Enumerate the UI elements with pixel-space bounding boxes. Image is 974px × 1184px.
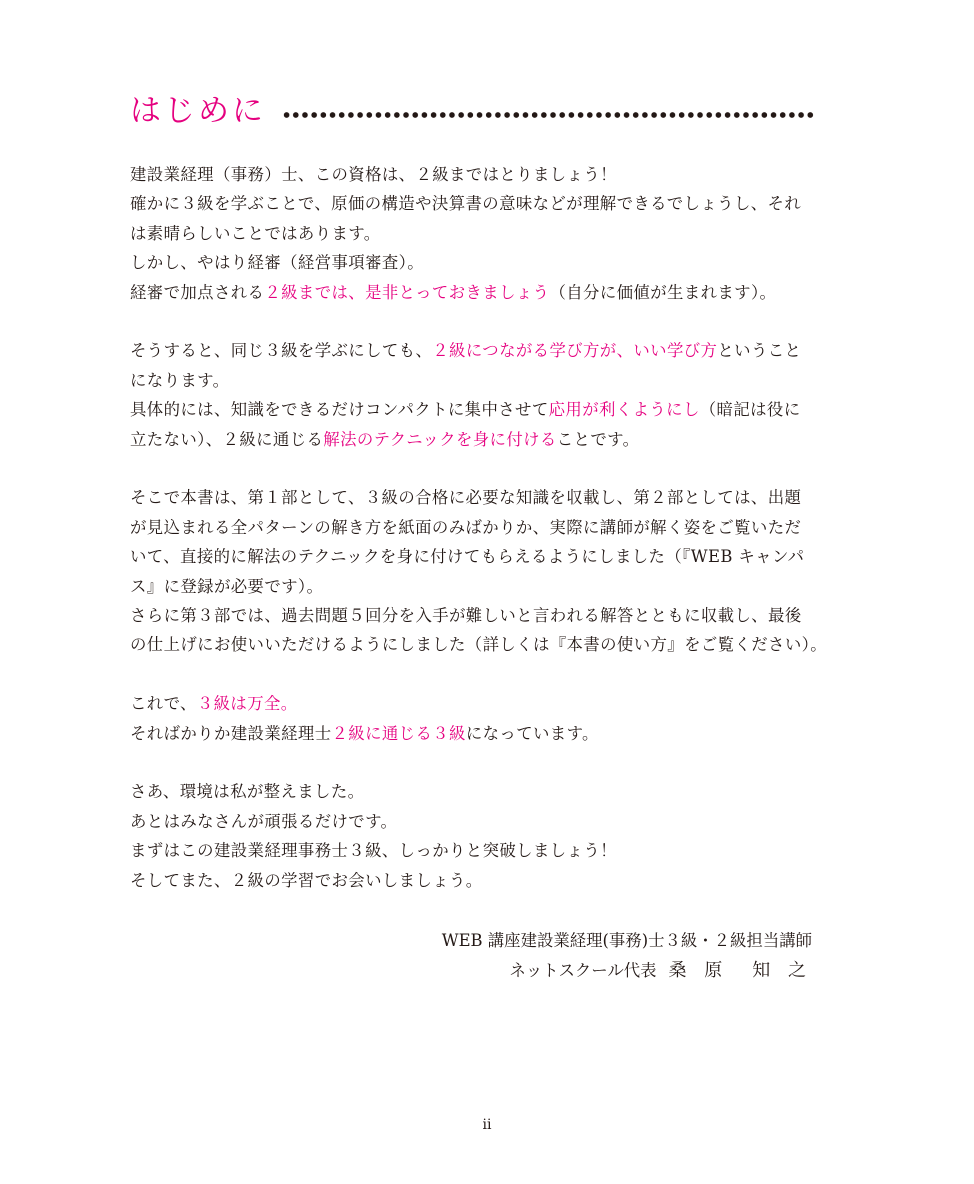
paragraph — [130, 336, 814, 454]
text-line — [130, 219, 814, 248]
text-segment: そうすると、同じ３級を学ぶにしても、 — [130, 341, 433, 361]
text-segment: あとはみなさんが頑張るだけです。 — [130, 811, 398, 831]
highlighted-text: ３級は万全。 — [196, 694, 298, 714]
text-segment: 具体的には、知識をできるだけコンパクトに集中させて — [130, 400, 549, 420]
signature-name-line — [442, 956, 812, 986]
signature-block — [442, 926, 812, 986]
heading-row — [130, 86, 814, 136]
signature-role: ネットスクール代表 — [509, 961, 657, 980]
text-segment: ということ — [717, 341, 802, 361]
text-segment: いて、直接的に解法のテクニックを身に付けてもらえるようにしました（『WEB キャンパ — [130, 547, 805, 567]
text-segment: 立たない）、２級に通じる — [130, 429, 324, 449]
dotted-leader — [282, 111, 814, 119]
highlighted-text: 応用が利くようにし — [548, 400, 700, 420]
text-line — [130, 719, 814, 748]
text-line — [130, 278, 814, 307]
text-segment: そこで本書は、第１部として、３級の合格に必要な知識を収載し、第２部としては、出題 — [130, 488, 802, 508]
text-line — [130, 836, 814, 865]
text-segment: ス』に登録が必要です）。 — [130, 576, 324, 596]
text-line — [130, 807, 814, 836]
text-line — [130, 572, 814, 601]
text-line — [130, 425, 814, 454]
text-line — [130, 513, 814, 542]
text-segment: の仕上げにお使いいただけるようにしました（詳しくは『本書の使い方』をご覧ください）。 — [130, 635, 828, 655]
paragraph — [130, 777, 814, 895]
signature-name: 桑 原 知 之 — [668, 960, 812, 981]
text-line — [130, 160, 814, 189]
signature-title: WEB 講座建設業経理(事務)士３級・２級担当講師 — [441, 931, 812, 950]
highlighted-text: ２級までは、是非とっておきましょう — [264, 282, 550, 302]
text-segment: が見込まれる全パターンの解き方を紙面のみばかりか、実際に講師が解く姿をご覧いただ — [130, 517, 802, 537]
text-line — [130, 395, 814, 424]
text-line — [130, 366, 814, 395]
page-heading: はじめに — [130, 92, 266, 129]
text-segment: まずはこの建設業経理事務士３級、しっかりと突破しましょう！ — [130, 841, 617, 861]
body-text — [130, 160, 828, 924]
text-segment: ことです。 — [556, 429, 640, 449]
page-number: ii — [482, 1117, 492, 1133]
text-segment: になっています。 — [465, 723, 599, 743]
text-segment: 確かに３級を学ぶことで、原価の構造や決算書の意味などが理解できるでしょうし、それ — [130, 194, 802, 214]
text-line — [130, 248, 814, 277]
text-line — [130, 866, 814, 895]
text-segment: これで、 — [130, 694, 197, 714]
text-segment: 経審で加点される — [130, 282, 265, 302]
text-line — [130, 689, 814, 718]
text-line — [130, 542, 814, 571]
text-segment: さらに第３部では、過去問題５回分を入手が難しいと言われる解答とともに収載し、最後 — [130, 606, 802, 626]
text-line — [130, 601, 814, 630]
text-line — [130, 630, 828, 659]
paragraph — [130, 483, 828, 659]
text-line — [130, 336, 814, 365]
highlighted-text: 解法のテクニックを身に付ける — [323, 429, 557, 449]
text-line — [130, 189, 814, 218]
text-segment: そしてまた、２級の学習でお会いしましょう。 — [130, 870, 483, 890]
text-segment: しかし、やはり経審（経営事項審査）。 — [130, 253, 425, 273]
text-segment: （暗記は役に — [699, 400, 801, 420]
text-segment: は素晴らしいことではあります。 — [130, 223, 381, 243]
text-segment: そればかりか建設業経理士 — [130, 723, 332, 743]
paragraph — [130, 160, 814, 307]
text-line — [130, 483, 814, 512]
text-segment: 建設業経理（事務）士、この資格は、２級まではとりましょう！ — [130, 165, 617, 184]
highlighted-text: ２級に通じる３級 — [331, 723, 466, 743]
paragraph — [130, 689, 814, 748]
text-segment: になります。 — [130, 370, 230, 390]
text-line — [130, 777, 814, 806]
text-segment: さあ、環境は私が整えました。 — [130, 782, 365, 802]
text-segment: （自分に価値が生まれます）。 — [549, 282, 777, 302]
highlighted-text: ２級につながる学び方が、いい学び方 — [432, 341, 718, 361]
